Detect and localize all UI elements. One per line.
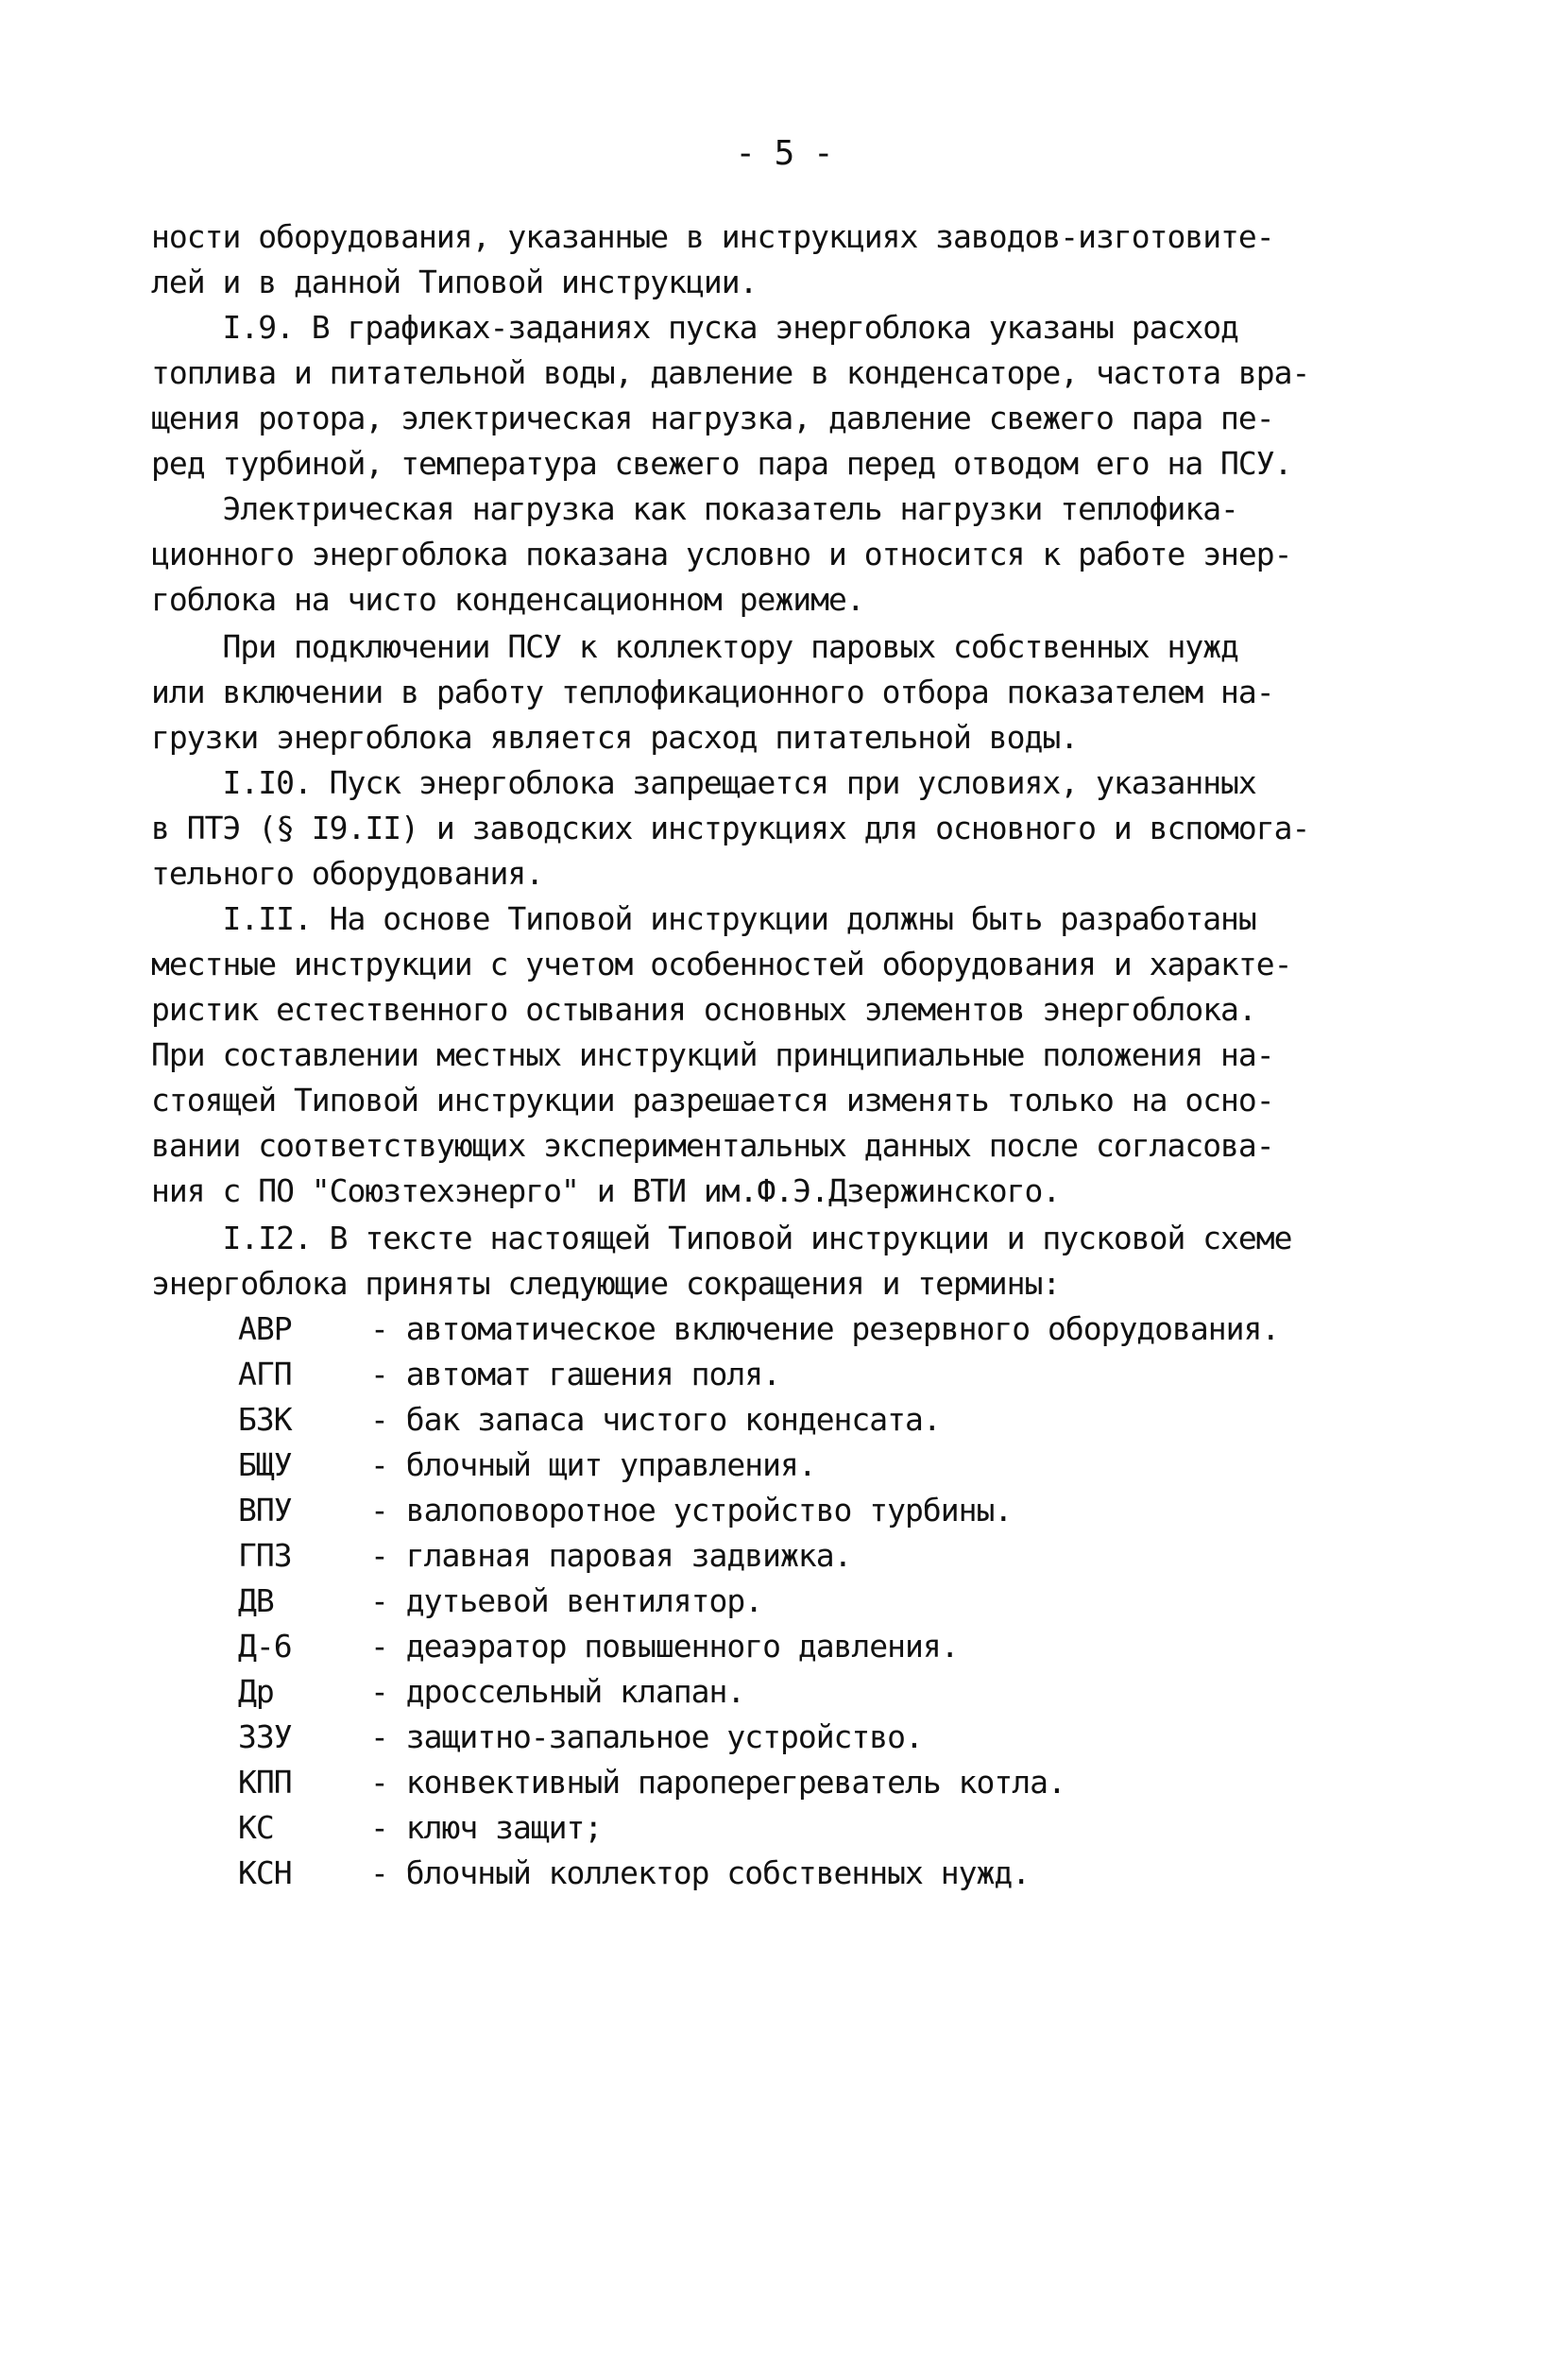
paragraph-line: ционного энергоблока показана условно и относится к работе энер- [151,536,1292,572]
paragraph-line: вании соответствующих экспериментальных данных после согласова- [151,1127,1274,1164]
abbreviation-definition: - дутьевой вентилятор. [370,1582,763,1619]
abbreviation-definition: - валоповоротное устройство турбины. [370,1492,1013,1529]
abbreviation-definition: - защитно-запальное устройство. [370,1718,923,1755]
abbreviation-term: Др [238,1673,274,1710]
paragraph-line: I.I2. В тексте настоящей Типовой инструкции и пусковой схеме [151,1220,1292,1256]
abbreviation-definition: - конвективный пароперегреватель котла. [370,1764,1065,1801]
paragraph-line: ред турбиной, температура свежего пара перед отводом его на ПСУ. [151,445,1292,482]
abbreviation-term: ГПЗ [238,1537,292,1574]
abbreviation-term: КПП [238,1764,292,1801]
paragraph-line: гоблока на чисто конденсационном режиме. [151,581,864,618]
abbreviation-definition: - автомат гашения поля. [370,1356,780,1392]
paragraph-line: в ПТЭ (§ I9.II) и заводских инструкциях для основного и вспомога- [151,810,1310,846]
paragraph-line: Электрическая нагрузка как показатель нагрузки теплофика- [151,490,1238,527]
paragraph-line: тельного оборудования. [151,855,544,892]
abbreviation-term: ВПУ [238,1492,292,1529]
abbreviation-term: ЗЗУ [238,1718,292,1755]
paragraph-line: I.II. На основе Типовой инструкции должны быть разработаны [151,900,1256,937]
abbreviation-term: КСН [238,1854,292,1891]
paragraph-line: энергоблока приняты следующие сокращения и термины: [151,1265,1061,1302]
paragraph-line: стоящей Типовой инструкции разрешается изменять только на осно- [151,1082,1274,1119]
abbreviation-term: БЩУ [238,1446,292,1483]
abbreviation-definition: - блочный щит управления. [370,1446,816,1483]
abbreviation-definition: - блочный коллектор собственных нужд. [370,1854,1031,1891]
abbreviation-term: КС [238,1809,274,1846]
paragraph-line: ния с ПО "Союзтехэнерго" и ВТИ им.Ф.Э.Дзержинского. [151,1172,1061,1209]
abbreviation-definition: - ключ защит; [370,1809,603,1846]
abbreviation-definition: - дроссельный клапан. [370,1673,745,1710]
abbreviation-definition: - деаэратор повышенного давления. [370,1628,959,1665]
paragraph-line: I.9. В графиках-заданиях пуска энергоблока указаны расход [151,309,1238,346]
abbreviation-term: БЗК [238,1401,292,1438]
abbreviation-definition: - автоматическое включение резервного оборудования. [370,1310,1280,1347]
page-number: - 5 - [735,134,833,173]
paragraph-line: При составлении местных инструкций принципиальные положения на- [151,1036,1274,1073]
paragraph-line: или включении в работу теплофикационного отбора показателем на- [151,674,1274,710]
paragraph-line: При подключении ПСУ к коллектору паровых собственных нужд [151,628,1238,665]
abbreviation-term: АГП [238,1356,292,1392]
paragraph-line: топлива и питательной воды, давление в конденсаторе, частота вра- [151,354,1310,391]
paragraph-line: ности оборудования, указанные в инструкциях заводов-изготовите- [151,218,1274,255]
abbreviation-definition: - главная паровая задвижка. [370,1537,852,1574]
paragraph-line: щения ротора, электрическая нагрузка, давление свежего пара пе- [151,400,1274,436]
paragraph-line: грузки энергоблока является расход питательной воды. [151,719,1079,756]
paragraph-line: лей и в данной Типовой инструкции. [151,264,758,300]
abbreviation-term: Д-6 [238,1628,292,1665]
paragraph-line: местные инструкции с учетом особенностей оборудования и характе- [151,946,1292,982]
paragraph-line: I.I0. Пуск энергоблока запрещается при условиях, указанных [151,764,1256,801]
abbreviation-term: АВР [238,1310,292,1347]
abbreviation-definition: - бак запаса чистого конденсата. [370,1401,941,1438]
abbreviation-term: ДВ [238,1582,274,1619]
paragraph-line: ристик естественного остывания основных элементов энергоблока. [151,991,1256,1028]
